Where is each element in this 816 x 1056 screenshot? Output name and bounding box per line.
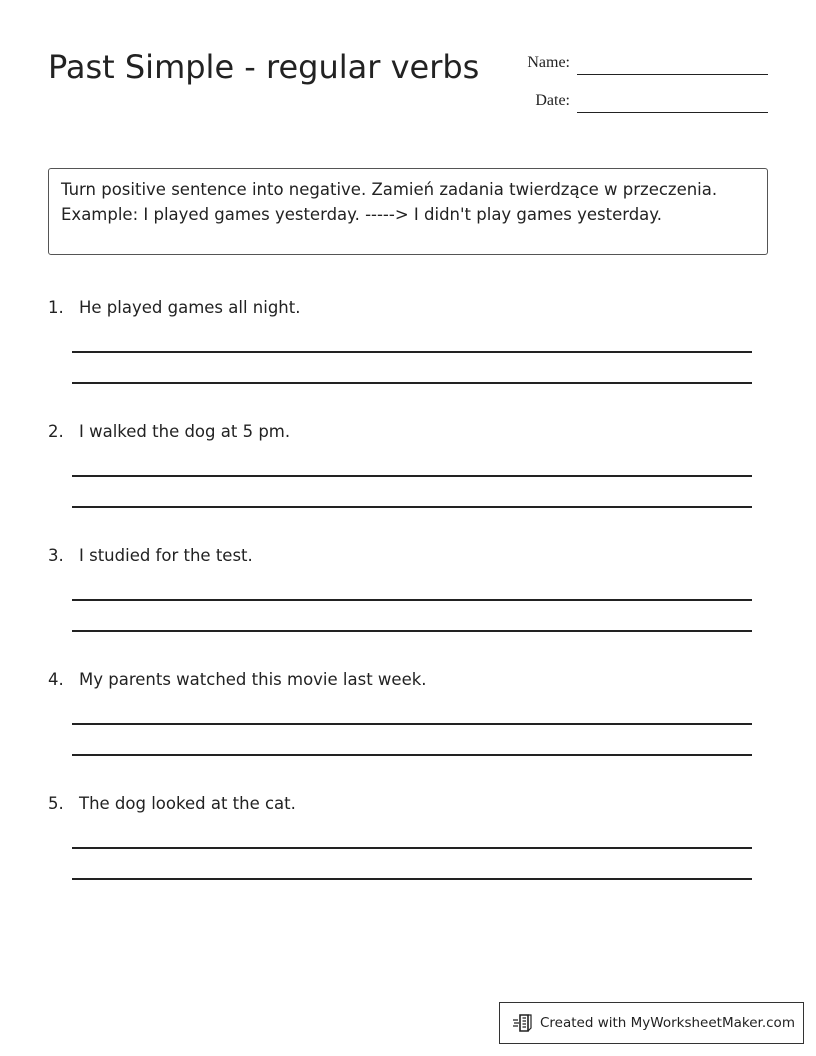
- answer-line[interactable]: [72, 475, 752, 477]
- date-field[interactable]: [508, 92, 768, 116]
- question-text: I studied for the test.: [79, 546, 253, 565]
- question-number: 3.: [48, 546, 64, 565]
- question-text: The dog looked at the cat.: [79, 794, 296, 813]
- question-number: 2.: [48, 422, 64, 441]
- date-line[interactable]: [577, 112, 768, 113]
- answer-line[interactable]: [72, 723, 752, 725]
- date-label: Date:: [535, 92, 570, 109]
- name-field[interactable]: [508, 54, 768, 78]
- footer-text[interactable]: Created with MyWorksheetMaker.com: [540, 1015, 795, 1031]
- question-text: He played games all night.: [79, 298, 301, 317]
- answer-line[interactable]: [72, 754, 752, 756]
- worksheet-maker-logo-icon: [512, 1012, 534, 1034]
- answer-line[interactable]: [72, 599, 752, 601]
- page-title: Past Simple - regular verbs: [48, 48, 480, 86]
- answer-line[interactable]: [72, 630, 752, 632]
- name-line[interactable]: [577, 74, 768, 75]
- instructions-box: Turn positive sentence into negative. Zamień zadania twierdzące w przeczenia. Example: I played games yesterday. -----> I didn't play games yesterday.: [48, 168, 768, 255]
- answer-line[interactable]: [72, 351, 752, 353]
- question-text: I walked the dog at 5 pm.: [79, 422, 291, 441]
- answer-line[interactable]: [72, 382, 752, 384]
- answer-line[interactable]: [72, 506, 752, 508]
- question-text: My parents watched this movie last week.: [79, 670, 427, 689]
- question-number: 4.: [48, 670, 64, 689]
- footer-badge[interactable]: [499, 1002, 804, 1044]
- question-number: 1.: [48, 298, 64, 317]
- answer-line[interactable]: [72, 878, 752, 880]
- question-number: 5.: [48, 794, 64, 813]
- name-label: Name:: [527, 54, 570, 71]
- answer-line[interactable]: [72, 847, 752, 849]
